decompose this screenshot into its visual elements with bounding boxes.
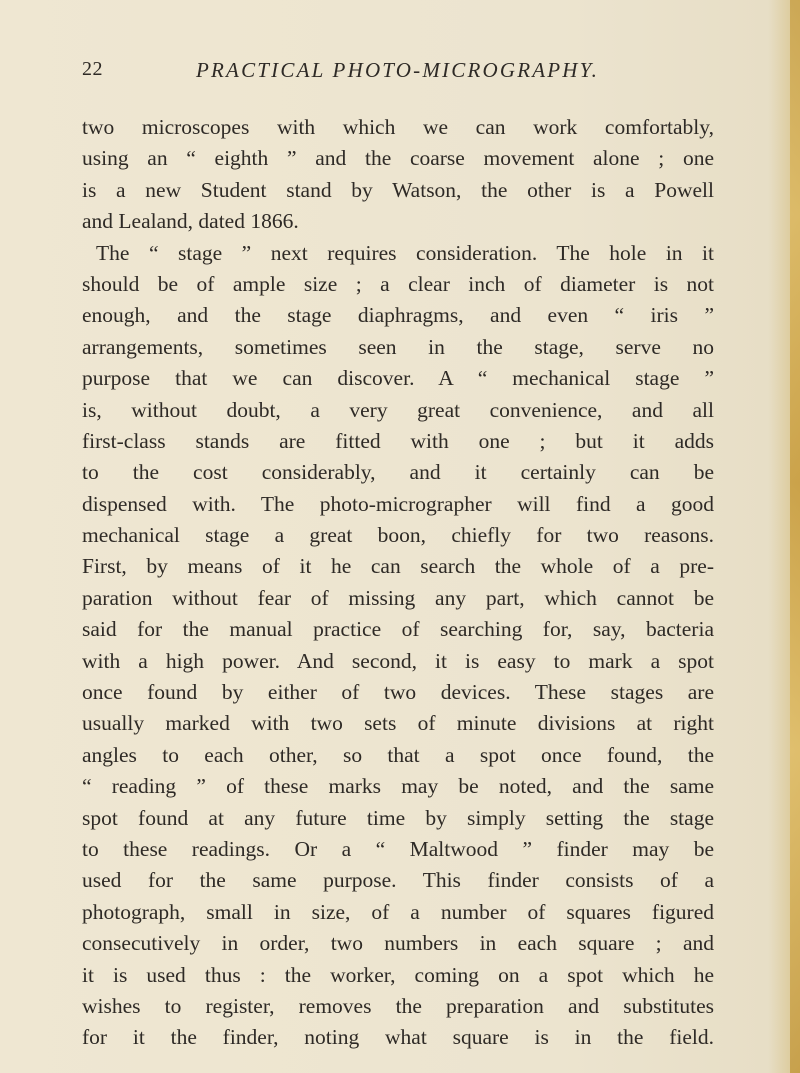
text-line: arrangements, sometimes seen in the stage, serve no xyxy=(82,334,714,359)
body-text xyxy=(82,112,714,1054)
text-line: and Lealand, dated 1866. xyxy=(82,209,299,234)
text-line: is a new Student stand by Watson, the other is a Powell xyxy=(82,177,714,202)
text-line: wishes to register, removes the preparation and substitutes xyxy=(82,993,714,1018)
gilt-page-edge xyxy=(790,0,800,1073)
text-line: photograph, small in size, of a number of squares figured xyxy=(82,899,714,924)
page-number: 22 xyxy=(82,58,103,80)
text-line: using an “ eighth ” and the coarse movement alone ; one xyxy=(82,146,714,171)
text-line: angles to each other, so that a spot once found, the xyxy=(82,742,714,767)
text-line: once found by either of two devices. These stages are xyxy=(82,680,714,705)
paragraph xyxy=(82,112,714,238)
paragraph xyxy=(82,238,714,1054)
text-line: purpose that we can discover. A “ mechanical stage ” xyxy=(82,366,714,391)
text-line: enough, and the stage diaphragms, and even “ iris ” xyxy=(82,303,714,328)
text-line: paration without fear of missing any part, which cannot be xyxy=(82,585,714,610)
text-line: “ reading ” of these marks may be noted, and the same xyxy=(82,774,714,799)
text-line: to these readings. Or a “ Maltwood ” finder may be xyxy=(82,836,714,861)
text-line: mechanical stage a great boon, chiefly for two reasons. xyxy=(82,523,714,548)
text-line: it is used thus : the worker, coming on a spot which he xyxy=(82,962,714,987)
text-line: usually marked with two sets of minute divisions at right xyxy=(82,711,714,736)
text-line: The “ stage ” next requires consideration. The hole in it xyxy=(96,240,714,265)
running-head: PRACTICAL PHOTO-MICROGRAPHY. xyxy=(196,58,600,82)
text-line: First, by means of it he can search the whole of a pre- xyxy=(82,554,714,579)
text-line: said for the manual practice of searching for, say, bacteria xyxy=(82,617,714,642)
text-line: with a high power. And second, it is easy to mark a spot xyxy=(82,648,714,673)
text-line: to the cost considerably, and it certainly can be xyxy=(82,460,714,485)
text-line: dispensed with. The photo-micrographer will find a good xyxy=(82,491,714,516)
page-header xyxy=(0,58,800,98)
text-line: two microscopes with which we can work comfortably, xyxy=(82,115,714,139)
text-line: consecutively in order, two numbers in each square ; and xyxy=(82,931,714,956)
text-line: first-class stands are fitted with one ; but it adds xyxy=(82,428,714,453)
text-line: should be of ample size ; a clear inch of diameter is not xyxy=(82,271,714,296)
text-line: used for the same purpose. This finder consists of a xyxy=(82,868,714,893)
text-line: is, without doubt, a very great convenience, and all xyxy=(82,397,714,422)
text-line: for it the finder, noting what square is in the field. xyxy=(82,1025,714,1050)
text-line: spot found at any future time by simply setting the stage xyxy=(82,805,714,830)
